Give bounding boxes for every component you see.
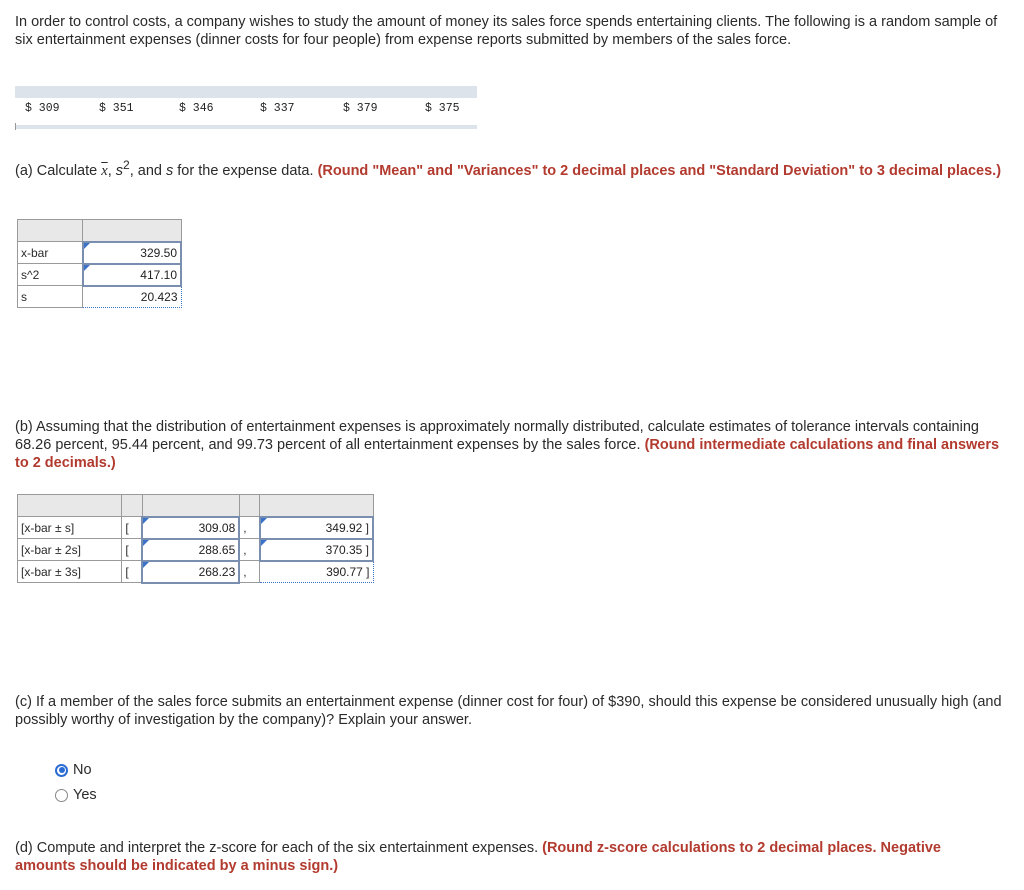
expense-value: $ 351 xyxy=(99,102,134,115)
lower-bound-input[interactable] xyxy=(142,517,239,539)
part-d-prefix: (d) xyxy=(15,840,33,856)
part-b-question xyxy=(15,418,1005,472)
close-bracket: ] xyxy=(365,542,369,557)
table-row xyxy=(18,517,374,539)
expense-value: $ 379 xyxy=(343,102,378,115)
table-header-row xyxy=(18,495,374,517)
expense-value: $ 337 xyxy=(260,102,295,115)
variance-input[interactable] xyxy=(83,264,182,286)
upper-bound-input[interactable] xyxy=(260,517,373,539)
part-b-instruction: (Round intermediate calculations and final answers to 2 decimals.) xyxy=(15,437,1000,471)
radio-option-yes[interactable] xyxy=(55,787,97,803)
upper-bound-value: 390.77 xyxy=(326,564,363,579)
part-d-question xyxy=(15,839,1005,875)
open-bracket: [ xyxy=(122,561,142,583)
intro-paragraph: In order to control costs, a company wishes to study the amount of money its sales force spends entertaining clients. The following is a random sample of six entertainment expenses (dinner costs for four people) from expense reports submitted by members of the sales force. xyxy=(15,14,998,48)
part-b-text: Assuming that the distribution of entertainment expenses is approximately normally distributed, calculate estimates of tolerance intervals containing 68.26 percent, 95.44 percent, and 99.73 percent of all entertainment expenses by the sales force. xyxy=(15,419,979,453)
lower-bound-value: 268.23 xyxy=(198,564,236,579)
expense-value: $ 309 xyxy=(25,102,60,115)
lower-bound-value: 288.65 xyxy=(198,542,236,557)
upper-bound-input[interactable] xyxy=(260,561,373,583)
interval-label: [x-bar ± s] xyxy=(18,517,122,539)
part-a-question xyxy=(15,156,1005,180)
stats-table xyxy=(17,219,182,308)
radio-option-no[interactable] xyxy=(55,762,92,778)
part-a-prefix: (a) xyxy=(15,162,33,179)
table-row xyxy=(18,242,182,264)
upper-bound-input[interactable] xyxy=(260,539,373,561)
s-symbol: s xyxy=(166,162,174,179)
xbar-symbol: $\overline{x}$ xyxy=(101,162,108,179)
table-row xyxy=(18,539,374,561)
expense-data-strip xyxy=(15,86,477,130)
table-header-row xyxy=(18,220,182,242)
close-bracket: ] xyxy=(365,520,369,535)
strip-tick xyxy=(15,123,16,130)
part-b-prefix: (b) xyxy=(15,419,33,435)
mean-input[interactable] xyxy=(83,242,182,264)
radio-label: No xyxy=(73,762,92,778)
table-row xyxy=(18,264,182,286)
open-bracket: [ xyxy=(122,517,142,539)
std-dev-input[interactable] xyxy=(83,286,182,308)
comma: , xyxy=(239,561,259,583)
part-c-prefix: (c) xyxy=(15,694,32,710)
lower-bound-input[interactable] xyxy=(142,539,239,561)
part-c-question xyxy=(15,693,1005,729)
interval-label: [x-bar ± 2s] xyxy=(18,539,122,561)
radio-selected-icon[interactable] xyxy=(55,764,68,777)
row-label: s xyxy=(18,286,83,308)
upper-bound-value: 349.92 xyxy=(325,520,363,535)
s2-symbol: s xyxy=(115,162,123,179)
table-row xyxy=(18,561,374,583)
lower-bound-input[interactable] xyxy=(142,561,239,583)
part-a-text: Calculate xyxy=(36,162,98,179)
strip-header-bar xyxy=(15,86,477,98)
lower-bound-value: 309.08 xyxy=(198,520,236,535)
interval-label: [x-bar ± 3s] xyxy=(18,561,122,583)
comma: , xyxy=(239,517,259,539)
table-row xyxy=(18,286,182,308)
comma: , xyxy=(239,539,259,561)
part-a-text: for the expense data. xyxy=(177,162,314,179)
mean-value: 329.50 xyxy=(140,245,177,260)
s2-exponent: 2 xyxy=(123,158,130,172)
std-dev-value: 20.423 xyxy=(140,289,178,304)
variance-value: 417.10 xyxy=(140,267,177,282)
upper-bound-value: 370.35 xyxy=(325,542,363,557)
open-bracket: [ xyxy=(122,539,142,561)
part-c-text: If a member of the sales force submits an entertainment expense (dinner cost for four) of $390, should this expense be considered unusually high (and possibly worthy of investigation by the company)? Explain your answer. xyxy=(15,694,1002,728)
radio-label: Yes xyxy=(73,787,97,803)
part-d-text: Compute and interpret the z-score for each of the six entertainment expenses. xyxy=(36,840,539,856)
part-d-instruction: (Round z-score calculations to 2 decimal places. Negative amounts should be indicated by a minus sign.) xyxy=(15,840,941,874)
radio-unselected-icon[interactable] xyxy=(55,789,68,802)
tolerance-interval-table xyxy=(17,494,374,584)
expense-value: $ 346 xyxy=(179,102,214,115)
strip-footer-bar xyxy=(15,125,477,129)
expense-value: $ 375 xyxy=(425,102,460,115)
close-bracket: ] xyxy=(366,564,370,579)
row-label: x-bar xyxy=(18,242,83,264)
part-a-text: , and xyxy=(129,162,162,179)
row-label: s^2 xyxy=(18,264,83,286)
part-a-instruction: (Round "Mean" and "Variances" to 2 decimal places and "Standard Deviation" to 3 decimal places.) xyxy=(317,162,1002,179)
separator: , xyxy=(107,162,112,179)
